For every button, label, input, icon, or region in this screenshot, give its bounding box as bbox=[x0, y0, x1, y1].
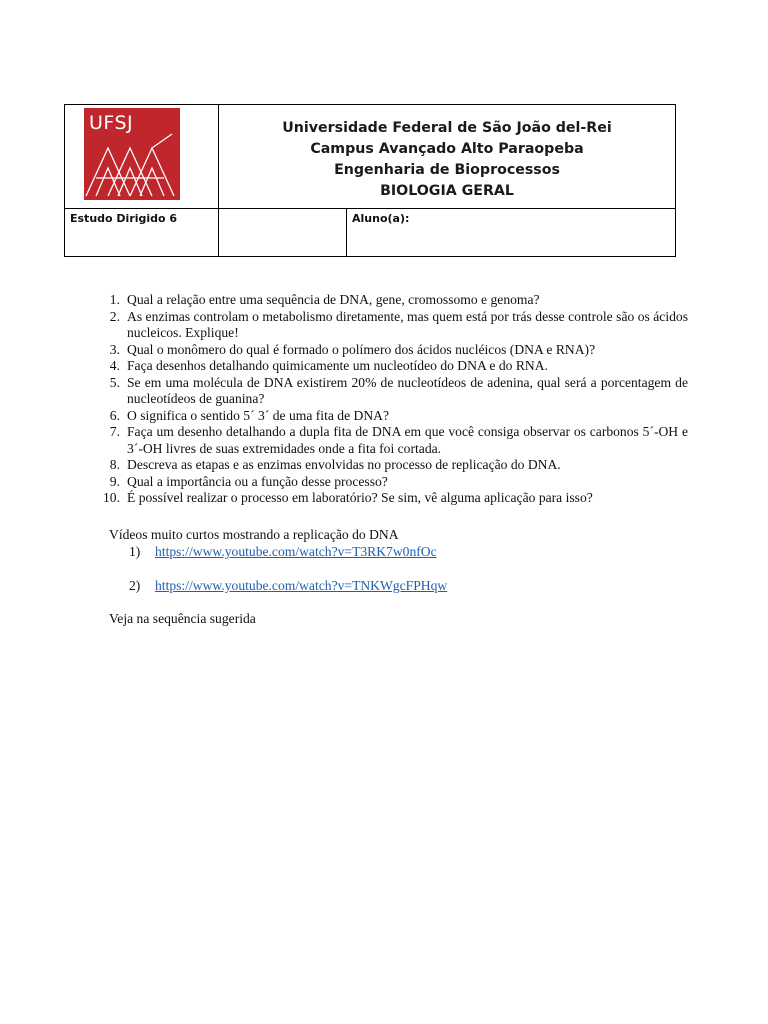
video-link[interactable]: https://www.youtube.com/watch?v=TNKWgcFPHqw bbox=[155, 578, 448, 593]
question-item bbox=[96, 292, 688, 309]
question-item bbox=[96, 309, 688, 342]
logo-text: UFSJ bbox=[89, 112, 134, 134]
question-item bbox=[96, 358, 688, 375]
question-number: 8. bbox=[109, 457, 120, 472]
question-number: 3. bbox=[109, 341, 120, 357]
question-item bbox=[96, 424, 688, 457]
course-name: Engenharia de Bioprocessos bbox=[334, 161, 560, 178]
video-link-number: 2) bbox=[129, 578, 141, 593]
student-cell[interactable] bbox=[347, 209, 675, 256]
header-table bbox=[64, 104, 676, 257]
question-number: 7. bbox=[109, 424, 120, 439]
university-name: Universidade Federal de São João del-Rei bbox=[282, 119, 612, 136]
video-link-number: 1) bbox=[129, 544, 141, 559]
institution-title-block bbox=[219, 105, 675, 209]
closing-note: Veja na sequência sugerida bbox=[109, 611, 256, 626]
question-number: 10. bbox=[103, 490, 120, 505]
question-text: As enzimas controlam o metabolismo diretamente, mas quem está por trás desse controle são os ácidos nucleicos. Explique! bbox=[127, 308, 688, 340]
question-item bbox=[96, 375, 688, 408]
question-list bbox=[96, 292, 688, 507]
question-item bbox=[96, 342, 688, 359]
question-item bbox=[96, 474, 688, 491]
question-number: 1. bbox=[109, 292, 120, 307]
ufsj-logo bbox=[84, 108, 180, 200]
video-link-item bbox=[129, 544, 437, 560]
question-item bbox=[96, 408, 688, 425]
question-number: 9. bbox=[109, 473, 120, 489]
study-label: Estudo Dirigido 6 bbox=[70, 212, 178, 225]
question-text: O significa o sentido 5´ 3´ de uma fita de DNA? bbox=[127, 407, 389, 423]
question-text: Faça um desenho detalhando a dupla fita de DNA em que você consiga observar os carbonos 5´-OH e 3´-OH livres de suas extremidades onde a fita foi cortada. bbox=[127, 424, 688, 456]
video-link-item bbox=[129, 578, 447, 594]
question-number: 4. bbox=[109, 358, 120, 373]
logo-cell bbox=[65, 105, 219, 209]
video-link[interactable]: https://www.youtube.com/watch?v=T3RK7w0nfOc bbox=[155, 544, 437, 559]
question-text: É possível realizar o processo em laboratório? Se sim, vê alguma aplicação para isso? bbox=[127, 490, 593, 505]
question-number: 2. bbox=[109, 308, 120, 324]
videos-intro: Vídeos muito curtos mostrando a replicação do DNA bbox=[109, 527, 399, 542]
campus-name: Campus Avançado Alto Paraopeba bbox=[310, 140, 584, 157]
subject-name: BIOLOGIA GERAL bbox=[380, 182, 514, 199]
question-text: Descreva as etapas e as enzimas envolvidas no processo de replicação do DNA. bbox=[127, 457, 561, 472]
study-cell bbox=[65, 209, 219, 256]
question-number: 6. bbox=[109, 407, 120, 423]
question-text: Se em uma molécula de DNA existirem 20% de nucleotídeos de adenina, qual será a porcentagem de nucleotídeos de guanina? bbox=[127, 374, 688, 406]
question-text: Qual a relação entre uma sequência de DNA, gene, cromossomo e genoma? bbox=[127, 292, 540, 307]
question-text: Faça desenhos detalhando quimicamente um nucleotídeo do DNA e do RNA. bbox=[127, 358, 548, 373]
question-text: Qual o monômero do qual é formado o polímero dos ácidos nucléicos (DNA e RNA)? bbox=[127, 341, 596, 357]
student-label: Aluno(a): bbox=[352, 212, 410, 225]
question-text: Qual a importância ou a função desse processo? bbox=[127, 473, 388, 489]
blank-cell bbox=[219, 209, 347, 256]
question-item bbox=[96, 490, 688, 507]
question-item bbox=[96, 457, 688, 474]
question-number: 5. bbox=[109, 374, 120, 390]
